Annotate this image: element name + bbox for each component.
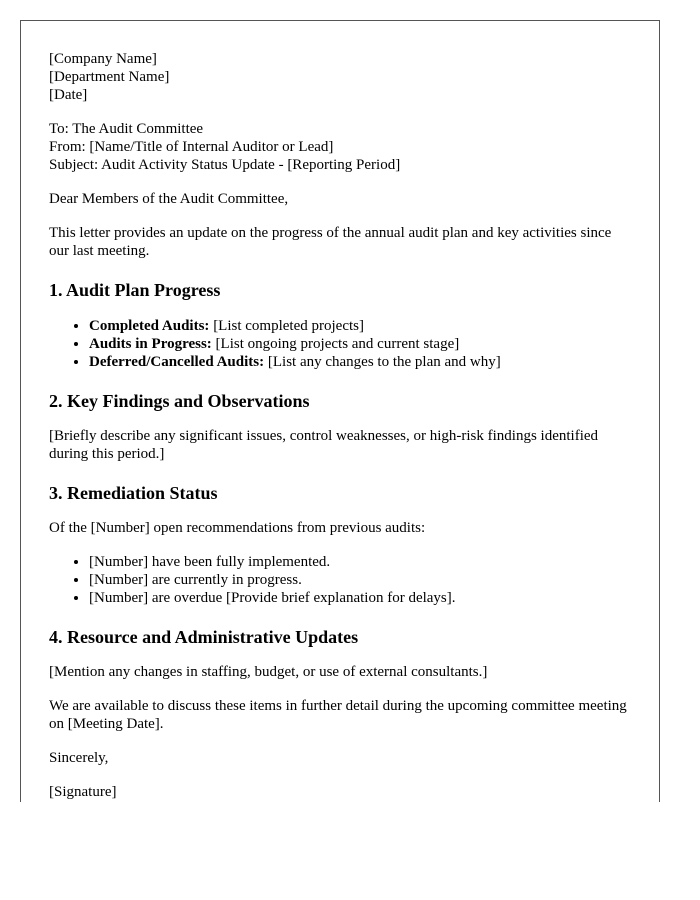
section-heading-audit-plan: 1. Audit Plan Progress: [49, 280, 221, 300]
signature: [Signature]: [49, 784, 117, 800]
section-heading-remediation: 3. Remediation Status: [49, 483, 218, 503]
list-item: • [Number] are overdue [Provide brief explanation for delays].: [89, 589, 634, 607]
letter-page: [20, 20, 660, 802]
remediation-list: [49, 553, 634, 607]
section-heading-resources: 4. Resource and Administrative Updates: [49, 627, 359, 647]
list-item-label: Deferred/Cancelled Audits:: [89, 354, 265, 370]
greeting: Dear Members of the Audit Committee,: [49, 191, 289, 207]
department-name: [Department Name]: [49, 69, 170, 85]
list-item: • [Number] are currently in progress.: [89, 571, 634, 589]
letter-header: [49, 50, 634, 104]
key-findings-paragraph: [Briefly describe any significant issues, control weaknesses, or high-risk findings identified during this period.]: [49, 428, 599, 462]
remediation-paragraph: Of the [Number] open recommendations from previous audits:: [49, 520, 426, 536]
list-item-text: [List ongoing projects and current stage]: [211, 336, 460, 352]
company-name: [Company Name]: [49, 51, 157, 67]
list-item: [89, 335, 634, 353]
memo-block: [49, 120, 634, 174]
letter-date: [Date]: [49, 87, 88, 103]
list-item-label: Completed Audits:: [89, 318, 210, 334]
list-item-text: [List any changes to the plan and why]: [264, 354, 501, 370]
memo-subject: Subject: Audit Activity Status Update - [Reporting Period]: [49, 157, 401, 173]
list-item-text: [List completed projects]: [209, 318, 364, 334]
memo-to: To: The Audit Committee: [49, 121, 204, 137]
closing-paragraph: We are available to discuss these items in further detail during the upcoming committee meeting on [Meeting Date].: [49, 698, 627, 732]
section-heading-key-findings: 2. Key Findings and Observations: [49, 391, 310, 411]
list-item: [89, 353, 634, 371]
memo-from: From: [Name/Title of Internal Auditor or Lead]: [49, 139, 334, 155]
list-item: [89, 317, 634, 335]
list-item-label: Audits in Progress:: [89, 336, 212, 352]
letter-content: [49, 50, 634, 801]
intro-paragraph: This letter provides an update on the progress of the annual audit plan and key activities since our last meeting.: [49, 225, 612, 259]
audit-plan-list: [49, 317, 634, 371]
resources-paragraph: [Mention any changes in staffing, budget, or use of external consultants.]: [49, 664, 488, 680]
signoff: Sincerely,: [49, 750, 109, 766]
list-item: • [Number] have been fully implemented.: [89, 553, 634, 571]
